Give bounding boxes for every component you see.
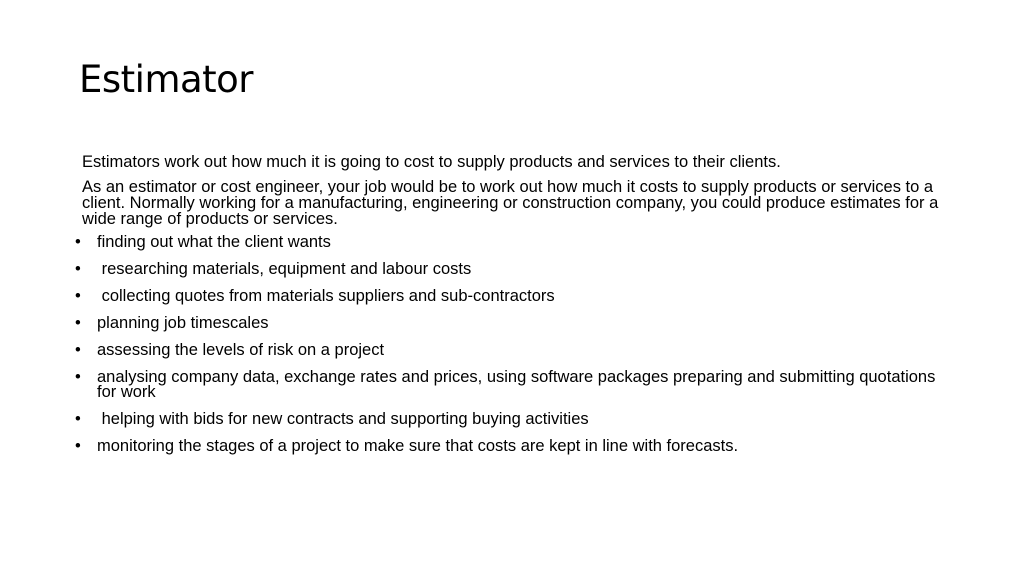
list-item-text: analysing company data, exchange rates and prices, using software packages preparing and submitting quotations for work: [97, 368, 936, 401]
bullet-icon: •: [75, 410, 81, 428]
list-item: [75, 262, 952, 277]
list-item: [75, 289, 952, 304]
list-item-text: monitoring the stages of a project to make sure that costs are kept in line with forecasts.: [97, 437, 739, 455]
list-item-text: planning job timescales: [97, 314, 269, 332]
slide-title: Estimator: [79, 58, 254, 101]
list-item: [75, 370, 952, 400]
list-item-text: helping with bids for new contracts and supporting buying activities: [97, 410, 589, 428]
bullet-icon: •: [75, 314, 81, 332]
bullet-icon: •: [75, 341, 81, 359]
list-item: [75, 235, 952, 250]
list-item: [75, 316, 952, 331]
list-item-text: researching materials, equipment and labour costs: [97, 260, 472, 278]
list-item-text: assessing the levels of risk on a project: [97, 341, 385, 359]
bullet-icon: •: [75, 233, 81, 251]
list-item-text: finding out what the client wants: [97, 233, 331, 251]
intro-paragraph: Estimators work out how much it is going to cost to supply products and services to their clients.: [82, 153, 781, 171]
list-item: [75, 412, 952, 427]
bullet-icon: •: [75, 260, 81, 278]
list-item: [75, 343, 952, 358]
duties-list: [75, 235, 952, 454]
bullet-icon: •: [75, 437, 81, 455]
description-paragraph: As an estimator or cost engineer, your job would be to work out how much it costs to supply products or services to a client. Normally working for a manufacturing, engineering or construction company, you could produce estimates for a wide range of products or services.: [82, 178, 939, 228]
bullet-icon: •: [75, 368, 81, 386]
list-item: [75, 439, 952, 454]
slide-body: [75, 152, 952, 466]
list-item-text: collecting quotes from materials suppliers and sub-contractors: [97, 287, 555, 305]
bullet-icon: •: [75, 287, 81, 305]
